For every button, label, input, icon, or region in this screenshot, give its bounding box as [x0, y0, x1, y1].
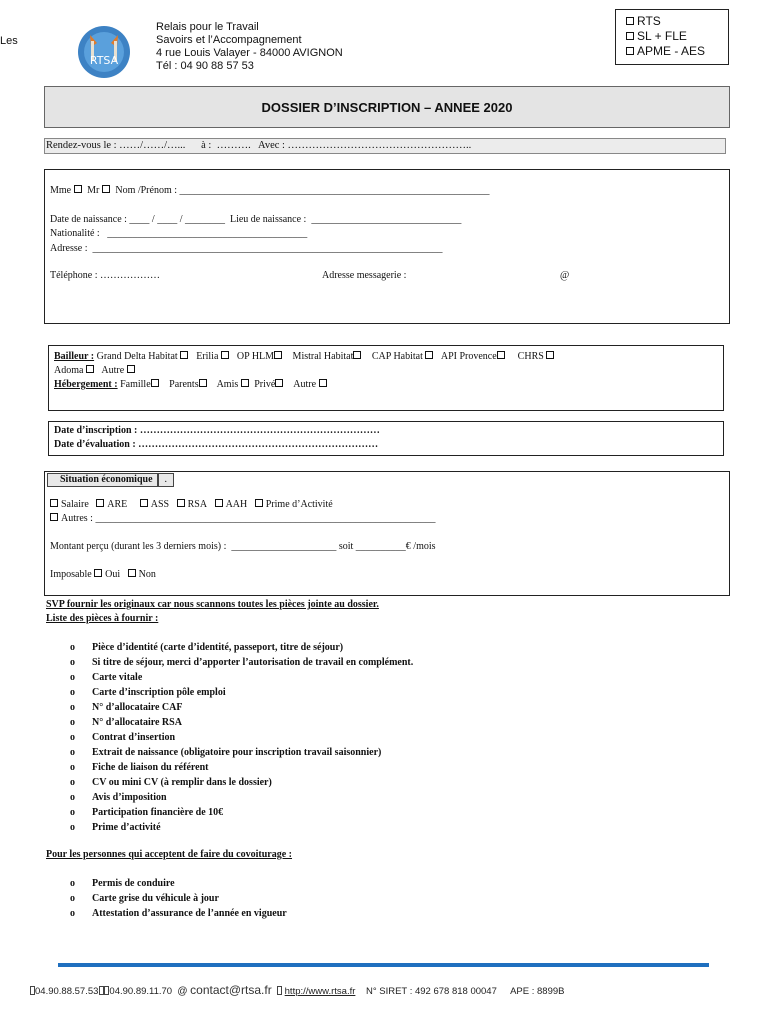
dates-section [48, 421, 724, 456]
checkbox-icon[interactable] [128, 569, 136, 577]
checkbox-icon[interactable] [626, 32, 634, 40]
program-apme-aes[interactable]: APME - AES [626, 44, 718, 59]
checkbox-icon[interactable] [180, 351, 188, 359]
program-rts[interactable]: RTS [626, 14, 718, 29]
list-item: o Carte d’inscription pôle emploi [46, 685, 413, 700]
program-sl-fle[interactable]: SL + FLE [626, 29, 718, 44]
covoiturage-list [46, 876, 287, 921]
bailleur-row-2: Adoma Autre [54, 364, 718, 378]
list-item: o N° d’allocataire CAF [46, 700, 413, 715]
checkbox-icon[interactable] [215, 499, 223, 507]
notice-originals: SVP fournir les originaux car nous scannons toutes les pièces jointe au dossier. [46, 599, 379, 610]
logo-text: RTSA [89, 54, 119, 67]
list-item: o CV ou mini CV (à remplir dans le dossier) [46, 775, 413, 790]
notice-list-heading: Liste des pièces à fournir : [46, 613, 159, 624]
web-icon [277, 986, 282, 995]
footer-website[interactable]: http://www.rtsa.fr [284, 986, 356, 997]
amount-field[interactable]: Montant perçu (durant les 3 derniers mois) : _____________________ soit __________€ /mois [50, 541, 436, 552]
identity-section [44, 169, 730, 324]
checkbox-icon[interactable] [86, 365, 94, 373]
housing-section [48, 345, 724, 411]
checkbox-icon[interactable] [94, 569, 102, 577]
checkbox-icon[interactable] [626, 47, 634, 55]
name-field[interactable]: Nom /Prénom : ______________________________________________________________ [115, 185, 490, 196]
bailleur-label: Bailleur : [54, 351, 95, 362]
at-icon: @ [177, 986, 188, 997]
list-item: o Fiche de liaison du référent [46, 760, 413, 775]
checkbox-icon[interactable] [74, 185, 82, 193]
checkbox-icon[interactable] [274, 351, 282, 359]
checkbox-icon[interactable] [497, 351, 505, 359]
checkbox-icon[interactable] [50, 513, 58, 521]
checkbox-icon[interactable] [255, 499, 263, 507]
checkbox-icon[interactable] [177, 499, 185, 507]
economic-options-row: Salaire ARE ASS RSA AAH Prime d’Activité [50, 498, 333, 513]
list-item: o Prime d’activité [46, 820, 413, 835]
pieces-list [46, 640, 413, 835]
inscription-date-field[interactable]: Date d’inscription : ……………………………………………………………… [54, 425, 380, 436]
org-line4: Tél : 04 90 88 57 53 [156, 60, 254, 72]
birth-field[interactable]: Date de naissance : ____ / ____ / ________ Lieu de naissance : ______________________________ [50, 213, 462, 225]
checkbox-icon[interactable] [199, 379, 207, 387]
footer-ape: APE : 8899B [510, 986, 565, 997]
hebergement-row: Hébergement : Famille Parents Amis Privé Autre [54, 378, 718, 392]
hebergement-label: Hébergement : [54, 379, 118, 390]
list-item: o Carte vitale [46, 670, 413, 685]
org-line3: 4 rue Louis Valayer - 84000 AVIGNON [156, 47, 343, 59]
economic-section [44, 471, 730, 596]
autres-field[interactable]: Autres : ____________________________________________________________________ [61, 513, 436, 524]
list-item: o Pièce d’identité (carte d’identité, passeport, titre de séjour) [46, 640, 413, 655]
list-item: o Contrat d’insertion [46, 730, 413, 745]
checkbox-icon[interactable] [50, 499, 58, 507]
left-edge-text: Les [0, 35, 18, 47]
economic-heading: Situation économique [47, 473, 158, 487]
covoiturage-heading: Pour les personnes qui acceptent de faire du covoiturage : [46, 849, 293, 860]
checkbox-icon[interactable] [151, 379, 159, 387]
org-line1: Relais pour le Travail [156, 21, 259, 33]
economic-heading-suffix: . [158, 473, 175, 487]
checkbox-icon[interactable] [221, 351, 229, 359]
footer [30, 983, 564, 997]
address-field[interactable]: Adresse : ______________________________________________________________________ [50, 242, 443, 254]
org-block [156, 21, 343, 73]
list-item: o Avis d’imposition [46, 790, 413, 805]
imposable-row: Imposable Oui Non [50, 569, 156, 580]
phone-field[interactable]: Téléphone : ……………… [50, 270, 160, 281]
rdv-line[interactable]: Rendez-vous le : ……/……/…... à : ………. Avec : …………………………………………….. [44, 138, 726, 154]
checkbox-icon[interactable] [546, 351, 554, 359]
list-item: o N° d’allocataire RSA [46, 715, 413, 730]
list-item: o Extrait de naissance (obligatoire pour inscription travail saisonnier) [46, 745, 413, 760]
checkbox-icon[interactable] [241, 379, 249, 387]
checkbox-icon[interactable] [96, 499, 104, 507]
org-line2: Savoirs et l’Accompagnement [156, 34, 302, 46]
economic-heading-row [47, 473, 174, 488]
checkbox-icon[interactable] [140, 499, 148, 507]
page-title: DOSSIER D’INSCRIPTION – ANNEE 2020 [44, 86, 730, 128]
checkbox-icon[interactable] [319, 379, 327, 387]
footer-fax: 04.90.89.11.70 [109, 986, 173, 997]
checkbox-icon[interactable] [127, 365, 135, 373]
footer-email[interactable]: contact@rtsa.fr [190, 983, 272, 997]
list-item: o Participation financière de 10€ [46, 805, 413, 820]
programs-box [615, 9, 729, 65]
checkbox-icon[interactable] [353, 351, 361, 359]
nationality-field[interactable]: Nationalité : ________________________________________ [50, 228, 308, 239]
name-row: Mme Mr Nom /Prénom : ______________________________________________________________ [50, 185, 490, 196]
checkbox-icon[interactable] [275, 379, 283, 387]
bailleur-row: Bailleur : Grand Delta Habitat Erilia OP HLM Mistral Habitat CAP Habitat API Provence CHRS [54, 350, 718, 364]
logo [77, 25, 131, 79]
list-item: o Carte grise du véhicule à jour [46, 891, 287, 906]
contact-row [50, 269, 724, 284]
footer-phone: 04.90.88.57.53 [35, 986, 99, 997]
autres-row [50, 512, 435, 527]
evaluation-date-field[interactable]: Date d’évaluation : ……………………………………………………………… [54, 439, 379, 450]
list-item: o Permis de conduire [46, 876, 287, 891]
footer-rule [58, 963, 709, 967]
at-sign: @ [560, 270, 570, 281]
list-item: o Si titre de séjour, merci d’apporter l’autorisation de travail en complément. [46, 655, 413, 670]
footer-siret: N° SIRET : 492 678 818 00047 [365, 986, 497, 997]
checkbox-icon[interactable] [425, 351, 433, 359]
list-item: o Attestation d’assurance de l’année en vigueur [46, 906, 287, 921]
checkbox-icon[interactable] [102, 185, 110, 193]
email-field[interactable]: Adresse messagerie : [322, 270, 407, 281]
checkbox-icon[interactable] [626, 17, 634, 25]
